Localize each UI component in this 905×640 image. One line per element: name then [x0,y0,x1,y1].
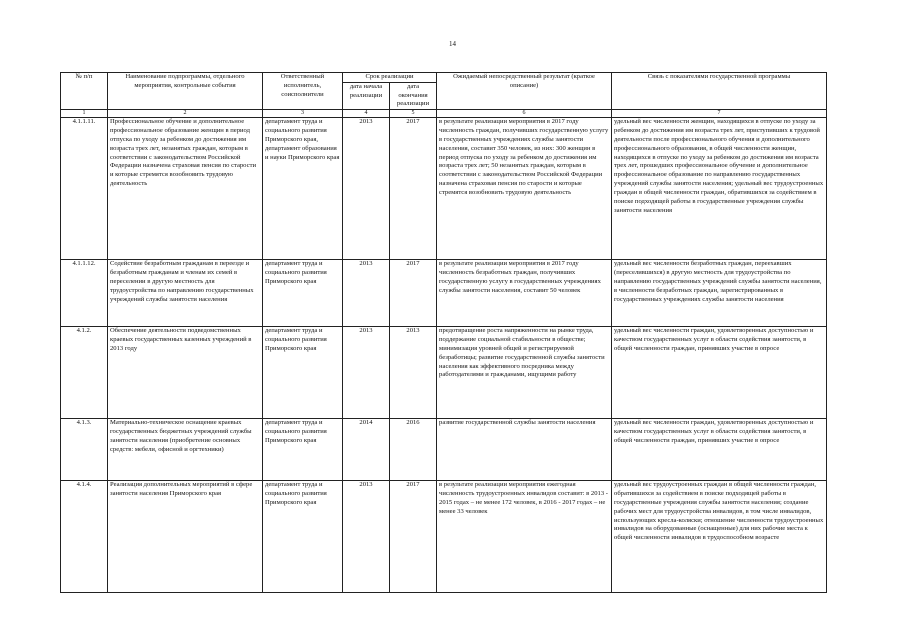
row-result: в результате реализации мероприятия в 2017 году численность граждан, получивших государственную услугу в государственных учреждениях службы занятости населения, составит 350 человек, из них: 300 женщин в период отпуска по уходу за ребенком до достижения им возраста трех лет; 50 незанятых граждан, которым в соответствии с законодательством Российской Федерации назначена страховая пенсия по старости и которые стремятся возобновить трудовую деятельность [437,118,612,260]
row-number: 4.1.3. [61,419,108,481]
row-responsible: департамент труда и социального развития Приморского края [263,481,343,593]
column-number: 3 [263,110,343,118]
row-name: Обеспечение деятельности подведомственных краевых государственных казенных учреждений в 2013 году [108,327,263,419]
row-end-year: 2017 [390,118,437,260]
table-row [61,327,827,419]
page-number: 14 [449,40,456,48]
row-number: 4.1.1.11. [61,118,108,260]
row-link: удельный вес численности граждан, удовлетворенных доступностью и качеством государственных услуг в области содействия занятости, в общей численности граждан, принявших участие в опросе [612,419,827,481]
row-number: 4.1.1.12. [61,260,108,327]
row-name: Профессиональное обучение и дополнительное профессиональное образование женщин в период отпуска по уходу за ребенком до достижения им возраста трех лет, незанятых граждан, которым в соответствии с законодательством Российской Федерации назначена страховая пенсия по старости и которые стремятся возобновить трудовую деятельность [108,118,263,260]
header-num: № п/п [61,73,108,110]
row-result: предотвращение роста напряженности на рынке труда, поддержание социальной стабильности в обществе; минимизация уровней общей и регистрируемой безработицы; развитие государственной службы занятости населения как эффективного посредника между работодателями и гражданами, ищущими работу [437,327,612,419]
header-start: дата начала реализации [343,82,390,109]
row-start-year: 2013 [343,260,390,327]
column-number: 1 [61,110,108,118]
column-number: 7 [612,110,827,118]
table-row [61,419,827,481]
row-responsible: департамент труда и социального развития Приморского края [263,327,343,419]
row-responsible: департамент труда и социального развития Приморского края [263,419,343,481]
row-link: удельный вес численности граждан, удовлетворенных доступностью и качеством государственных услуг в области содействия занятости, в общей численности граждан, принявших участие в опросе [612,327,827,419]
row-result: развитие государственной службы занятости населения [437,419,612,481]
row-end-year: 2017 [390,260,437,327]
header-name: Наименование подпрограммы, отдельного мероприятия, контрольные события [108,73,263,110]
row-link: удельный вес трудоустроенных граждан в общей численности граждан, обратившихся за содействием в поиске подходящей работы в государственные учреждения службы занятости населения; создание рабочих мест для трудоустройства инвалидов, в том числе инвалидов, использующих кресла-коляски; отношение численности трудоустроенных инвалидов на оборудованные (оснащенные) для них рабочие места к общей численности инвалидов в трудоспособном возрасте [612,481,827,593]
row-number: 4.1.4. [61,481,108,593]
row-end-year: 2013 [390,327,437,419]
row-link: удельный вес численности женщин, находящихся в отпуске по уходу за ребенком до достижения им возраста трех лет, приступивших к трудовой деятельности после профессионального обучения и дополнительного профессионального образования, в общей численности женщин, находящихся в отпуске по уходу за ребенком до достижения им возраста трех лет, прошедших профессиональное обучение и дополнительное профессиональное образование по направлению государственных учреждений службы занятости населения; удельный вес трудоустроенных граждан в общей численности граждан, обратившихся за содействием в поиске подходящей работы в государственные учреждения службы занятости населения [612,118,827,260]
column-number: 2 [108,110,263,118]
row-result: в результате реализации мероприятия в 2017 году численность безработных граждан, получивших государственную услугу в государственных учреждениях службы занятости населения, составит 50 человек [437,260,612,327]
row-responsible: департамент труда и социального развития Приморского края [263,260,343,327]
row-link: удельный вес численности безработных граждан, переехавших (переселившихся) в другую местность для трудоустройства по направлению государственных учреждений службы занятости населения, в численности безработных граждан, зарегистрированных в государственных учреждениях службы занятости населения [612,260,827,327]
row-number: 4.1.2. [61,327,108,419]
row-responsible: департамент труда и социального развития Приморского края, департамент образования и науки Приморского края [263,118,343,260]
row-start-year: 2013 [343,481,390,593]
row-start-year: 2013 [343,327,390,419]
column-number: 5 [390,110,437,118]
header-link: Связь с показателями государственной программы [612,73,827,110]
row-end-year: 2016 [390,419,437,481]
header-period: Срок реализации [343,73,437,83]
column-number: 6 [437,110,612,118]
header-responsible: Ответственный исполнитель, соисполнители [263,73,343,110]
row-name: Содействие безработным гражданам в переезде и безработным гражданам и членам их семей в переселении в другую местность для трудоустройства по направлению государственных учреждений службы занятости населения [108,260,263,327]
row-result: в результате реализации мероприятия ежегодная численность трудоустроенных инвалидов составит: в 2013 - 2015 годах – не менее 172 человек, в 2016 - 2017 годах – не менее 33 человек [437,481,612,593]
row-name: Реализация дополнительных мероприятий в сфере занятости населения Приморского края [108,481,263,593]
activities-table [60,72,827,593]
table-row [61,481,827,593]
header-end: дата окончания реализации [390,82,437,109]
table-row [61,118,827,260]
table-row [61,260,827,327]
column-number: 4 [343,110,390,118]
column-numbers-row [61,110,827,118]
row-start-year: 2014 [343,419,390,481]
row-start-year: 2013 [343,118,390,260]
header-result: Ожидаемый непосредственный результат (краткое описание) [437,73,612,110]
row-name: Материально-техническое оснащение краевых государственных бюджетных учреждений службы занятости населения (приобретение основных средств: мебели, офисной и оргтехники) [108,419,263,481]
row-end-year: 2017 [390,481,437,593]
